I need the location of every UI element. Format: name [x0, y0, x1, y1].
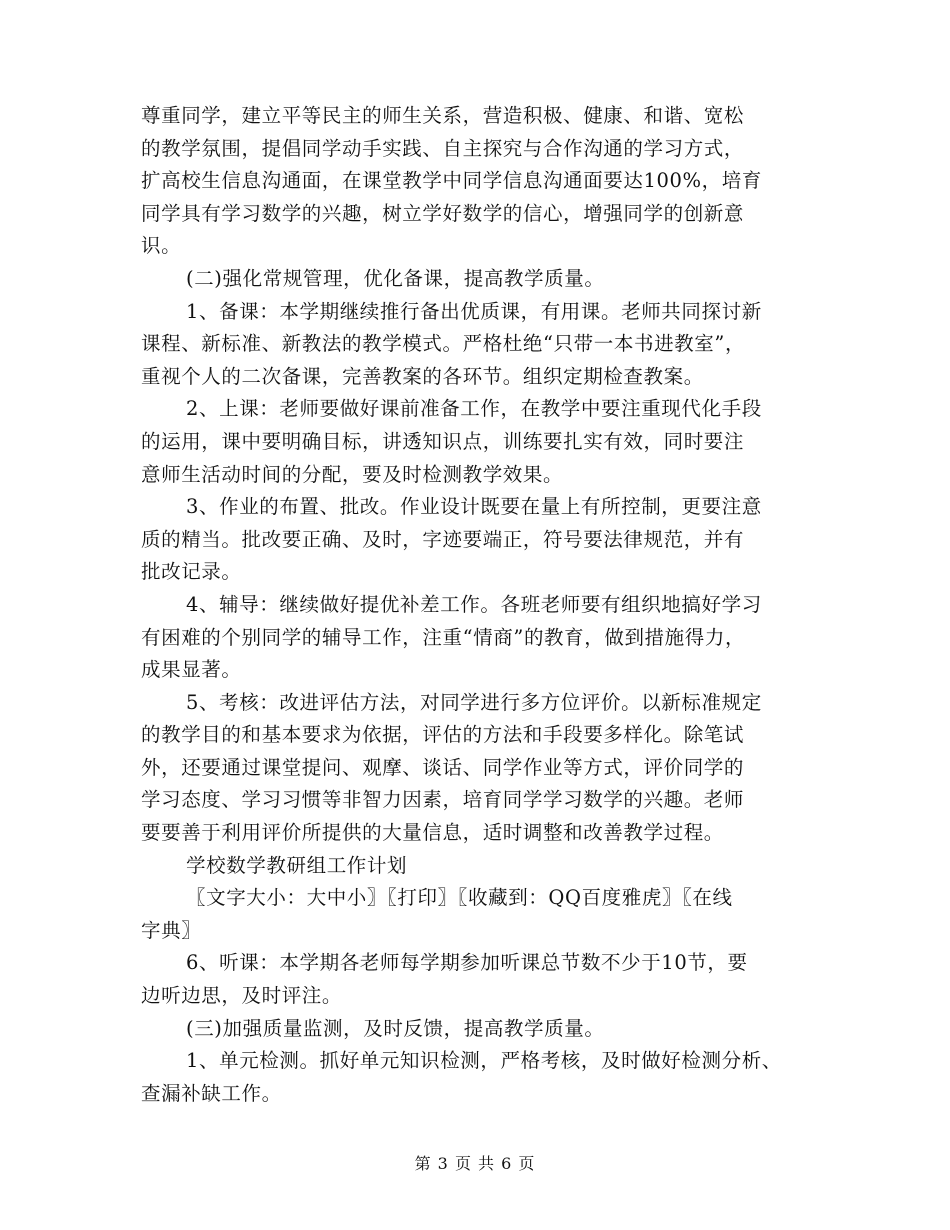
- paragraph-observation: 6、听课：本学期各老师每学期参加听课总节数不少于10节，要 边听边思，及时评注。: [141, 951, 748, 1008]
- paragraph-homework: 3、作业的布置、批改。作业设计既要在量上有所控制，更要注意 质的精当。批改要正确、及时，字迹要端正，符号要法律规范，并有 批改记录。: [141, 495, 762, 584]
- section-heading-2: (二)强化常规管理，优化备课，提高教学质量。: [186, 266, 605, 290]
- page-footer: 第 3 页 共 6 页: [414, 1154, 536, 1173]
- paragraph-tutoring: 4、辅导：继续做好提优补差工作。各班老师要有组织地搞好学习 有困难的个别同学的辅导工作，注重“情商”的教育，做到措施得力， 成果显著。: [141, 592, 762, 682]
- web-toolbar-text: 〖文字大小：大中小〗〖打印〗〖收藏到：QQ百度雅虎〗〖在线 字典〗: [141, 886, 733, 942]
- paragraph-assessment: 5、考核：改进评估方法，对同学进行多方位评价。以新标准规定 的教学目的和基本要求为依据，评估的方法和手段要多样化。除笔试 外，还要通过课堂提问、观摩、谈话、同学作业等方式，评价同学的 学习态度、学习习惯等非智力因素，培育同学学习数学的兴趣。老师 要要善于利用评价所提供的大量信息，适时调整和改善教学过程。: [141, 690, 762, 845]
- paragraph-unit-test: 1、单元检测。抓好单元知识检测，严格考核，及时做好检测分析、 查漏补缺工作。: [141, 1049, 782, 1105]
- paragraph-lesson-prep: 1、备课：本学期继续推行备出优质课，有用课。老师共同探讨新 课程、新标准、新教法的教学模式。严格杜绝“只带一本书进教室”， 重视个人的二次备课，完善教案的各环节。组织定期检查教案。: [141, 299, 762, 388]
- section-heading-3: (三)加强质量监测，及时反馈，提高教学质量。: [186, 1016, 605, 1040]
- paragraph-continued: 尊重同学，建立平等民主的师生关系，营造积极、健康、和谐、宽松 的教学氛围，提倡同学动手实践、自主探究与合作沟通的学习方式， 扩高校生信息沟通面，在课堂教学中同学信息沟通面要达100%，培育 同学具有学习数学的兴趣，树立学好数学的信心，增强同学的创新意 识。: [141, 104, 762, 258]
- body-text: [141, 100, 821, 1110]
- inserted-title: 学校数学教研组工作计划: [186, 853, 408, 877]
- paragraph-teaching: 2、上课：老师要做好课前准备工作，在教学中要注重现代化手段 的运用，课中要明确目标，讲透知识点，训练要扎实有效，同时要注 意师生活动时间的分配，要及时检测教学效果。: [141, 397, 762, 486]
